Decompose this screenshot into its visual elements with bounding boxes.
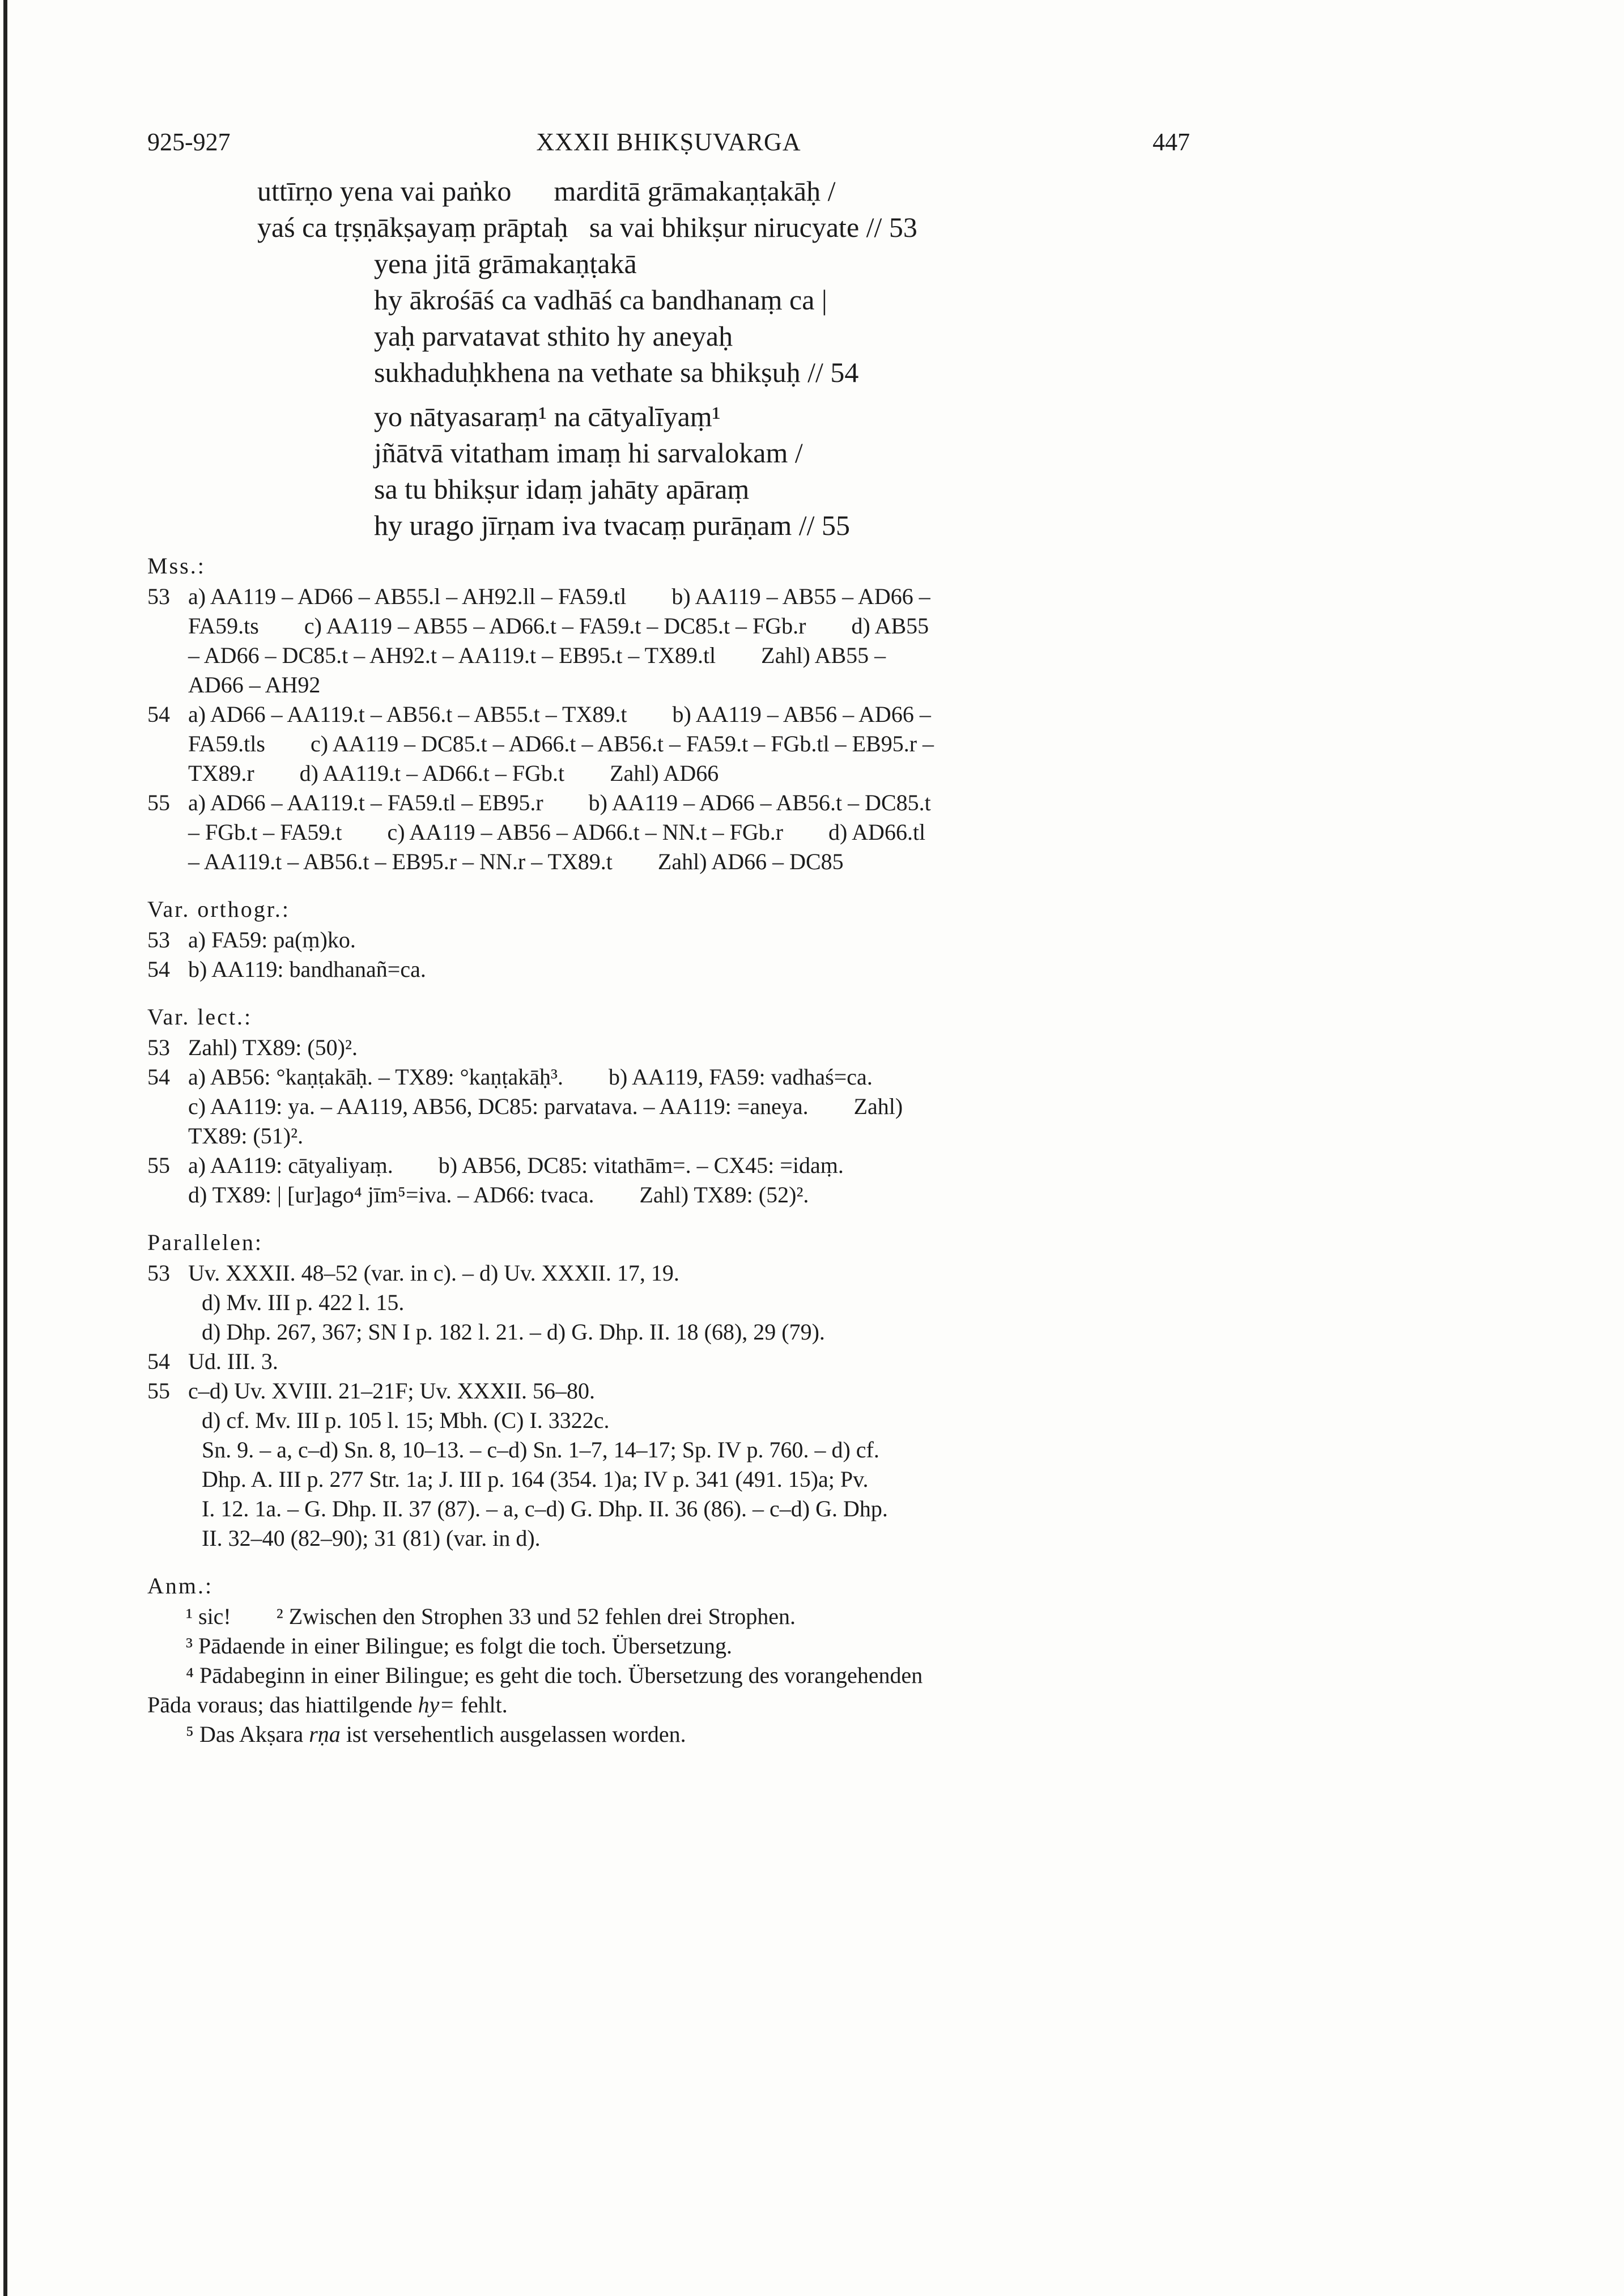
entry-line: FA59.tls c) AA119 – DC85.t – AD66.t – AB56.t – FA59.t – FGb.tl – EB95.r – [188,731,934,756]
apparatus-entry [147,582,1190,700]
verse-53 [257,173,1190,245]
entry-number: 54 [147,956,170,982]
note-text: Pāda voraus; das hiattilgende [147,1692,413,1717]
note-line [147,1690,1190,1720]
apparatus-entry [147,1033,1190,1062]
apparatus-entry [147,700,1190,788]
note-number: ¹ [186,1604,193,1629]
verse-line: yaḥ parvatavat sthito hy aneyaḥ [374,320,733,352]
entry-number: 54 [147,701,170,727]
entry-number: 53 [147,584,170,609]
entry-line: d) TX89: | [ur]ago⁴ jīm⁵=iva. – AD66: tvaca. Zahl) TX89: (52)². [188,1182,809,1207]
manuscripts-section [147,550,1190,877]
note-text: Zwischen den Strophen 33 und 52 fehlen drei Strophen. [288,1604,796,1629]
entry-line: – AA119.t – AB56.t – EB95.r – NN.r – TX89.t Zahl) AD66 – DC85 [188,849,844,874]
apparatus-entry [147,788,1190,877]
verse-line: uttīrṇo yena vai paṅko marditā grāmakaṇṭakāḥ / [257,175,836,207]
scan-edge [3,0,7,2296]
entry-line: a) FA59: pa(ṃ)ko. [188,927,356,953]
entry-line: Ud. III. 3. [188,1349,278,1374]
running-header [147,127,1190,167]
verse-line: sukhaduḥkhena na vethate sa bhikṣuḥ // 54 [374,356,859,388]
header-chapter-title: XXXII BHIKṢUVARGA [536,128,801,156]
entry-line: I. 12. 1a. – G. Dhp. II. 37 (87). – a, c–d) G. Dhp. II. 36 (86). – c–d) G. Dhp. [202,1496,888,1521]
section-label: Anm.: [147,1573,214,1598]
note-text: Das Akṣara [199,1721,304,1747]
entry-line: Zahl) TX89: (50)². [188,1035,358,1060]
section-label: Var. orthogr.: [147,896,290,922]
section-label: Mss.: [147,553,206,579]
note-text: sic! [198,1604,231,1629]
note-italic: hy= [418,1692,455,1717]
entry-line: a) AA119: cātyaliyaṃ. b) AB56, DC85: vitathām=. – CX45: =idaṃ. [188,1153,844,1178]
note-line [147,1661,1190,1690]
note-text: ist versehentlich ausgelassen worden. [346,1721,686,1747]
entry-line: d) Dhp. 267, 367; SN I p. 182 l. 21. – d) G. Dhp. II. 18 (68), 29 (79). [202,1319,825,1345]
entry-line: FA59.ts c) AA119 – AB55 – AD66.t – FA59.t – DC85.t – FGb.r d) AB55 [188,613,929,639]
entry-line: AD66 – AH92 [188,672,321,698]
entry-number: 53 [147,927,170,953]
verse-line: jñātvā vitatham imaṃ hi sarvalokam / [374,437,803,469]
verse-line: yo nātyasaraṃ¹ na cātyalīyaṃ¹ [374,401,721,432]
entry-line: TX89.r d) AA119.t – AD66.t – FGb.t Zahl) AD66 [188,760,719,786]
entry-line: a) AB56: °kaṇṭakāḥ. – TX89: °kaṇṭakāḥ³. b) AA119, FA59: vadhaś=ca. [188,1064,873,1090]
entry-number: 55 [147,1153,170,1178]
note-text: fehlt. [460,1692,508,1717]
section-label: Var. lect.: [147,1004,253,1030]
notes-section [147,1570,1190,1749]
verse-line: hy urago jīrṇam iva tvacaṃ purāṇam // 55 [374,509,851,541]
entry-line: II. 32–40 (82–90); 31 (81) (var. in d). [202,1525,541,1551]
entry-number: 55 [147,790,170,815]
note-number: ⁴ [186,1663,194,1688]
entry-line: a) AD66 – AA119.t – FA59.tl – EB95.r b) AA119 – AD66 – AB56.t – DC85.t [188,790,931,815]
entry-line: Dhp. A. III p. 277 Str. 1a; J. III p. 164 (354. 1)a; IV p. 341 (491. 15)a; Pv. [202,1466,869,1492]
orthographic-variants-section [147,894,1190,984]
entry-line: d) Mv. III p. 422 l. 15. [202,1290,405,1315]
apparatus-entry [147,1151,1190,1210]
entry-line: Uv. XXXII. 48–52 (var. in c). – d) Uv. XXXII. 17, 19. [188,1260,679,1286]
verse-line: yena jitā grāmakaṇṭakā [374,248,637,279]
apparatus-entry [147,1258,1190,1347]
note-number: ² [276,1604,283,1629]
entry-number: 54 [147,1064,170,1090]
note-line [147,1720,1190,1749]
note-line [147,1602,1190,1631]
entry-line: Sn. 9. – a, c–d) Sn. 8, 10–13. – c–d) Sn. 1–7, 14–17; Sp. IV p. 760. – d) cf. [202,1437,879,1462]
entry-number: 53 [147,1035,170,1060]
apparatus-entry [147,1062,1190,1151]
verse-line: hy ākrośāś ca vadhāś ca bandhanaṃ ca | [374,284,827,316]
entry-line: TX89: (51)². [188,1123,304,1149]
entry-number: 53 [147,1260,170,1286]
entry-line: c) AA119: ya. – AA119, AB56, DC85: parvatava. – AA119: =aneya. Zahl) [188,1094,903,1119]
header-page-number: 447 [1153,128,1190,156]
note-text: Pādaende in einer Bilingue; es folgt die toch. Übersetzung. [198,1633,732,1659]
apparatus-entry [147,1376,1190,1553]
entry-line: a) AA119 – AD66 – AB55.l – AH92.ll – FA59.tl b) AA119 – AB55 – AD66 – [188,584,930,609]
header-verse-range: 925-927 [147,128,231,156]
apparatus-entry [147,955,1190,984]
page [147,127,1190,1766]
note-italic: rṇa [309,1721,341,1747]
note-number: ⁵ [186,1721,194,1747]
note-number: ³ [186,1633,193,1659]
entry-number: 54 [147,1349,170,1374]
verse-55 [374,398,1190,543]
entry-line: – AD66 – DC85.t – AH92.t – AA119.t – EB95.t – TX89.tl Zahl) AB55 – [188,643,886,668]
entry-line: – FGb.t – FA59.t c) AA119 – AB56 – AD66.t – NN.t – FGb.r d) AD66.tl [188,819,926,845]
parallels-section [147,1227,1190,1553]
entry-number: 55 [147,1378,170,1404]
section-label: Parallelen: [147,1230,263,1255]
entry-line: c–d) Uv. XVIII. 21–21F; Uv. XXXII. 56–80. [188,1378,596,1404]
variant-readings-section [147,1001,1190,1210]
note-line [147,1631,1190,1661]
apparatus-entry [147,1347,1190,1376]
apparatus-entry [147,925,1190,955]
verse-line: sa tu bhikṣur idaṃ jahāty apāraṃ [374,473,750,505]
entry-line: b) AA119: bandhanañ=ca. [188,956,426,982]
entry-line: a) AD66 – AA119.t – AB56.t – AB55.t – TX89.t b) AA119 – AB56 – AD66 – [188,701,931,727]
verse-54 [374,245,1190,390]
entry-line: d) cf. Mv. III p. 105 l. 15; Mbh. (C) I. 3322c. [202,1408,610,1433]
verse-line: yaś ca tṛṣṇākṣayaṃ prāptaḥ sa vai bhikṣur nirucyate // 53 [257,211,917,243]
note-text: Pādabeginn in einer Bilingue; es geht die toch. Übersetzung des vorangehenden [199,1663,923,1688]
